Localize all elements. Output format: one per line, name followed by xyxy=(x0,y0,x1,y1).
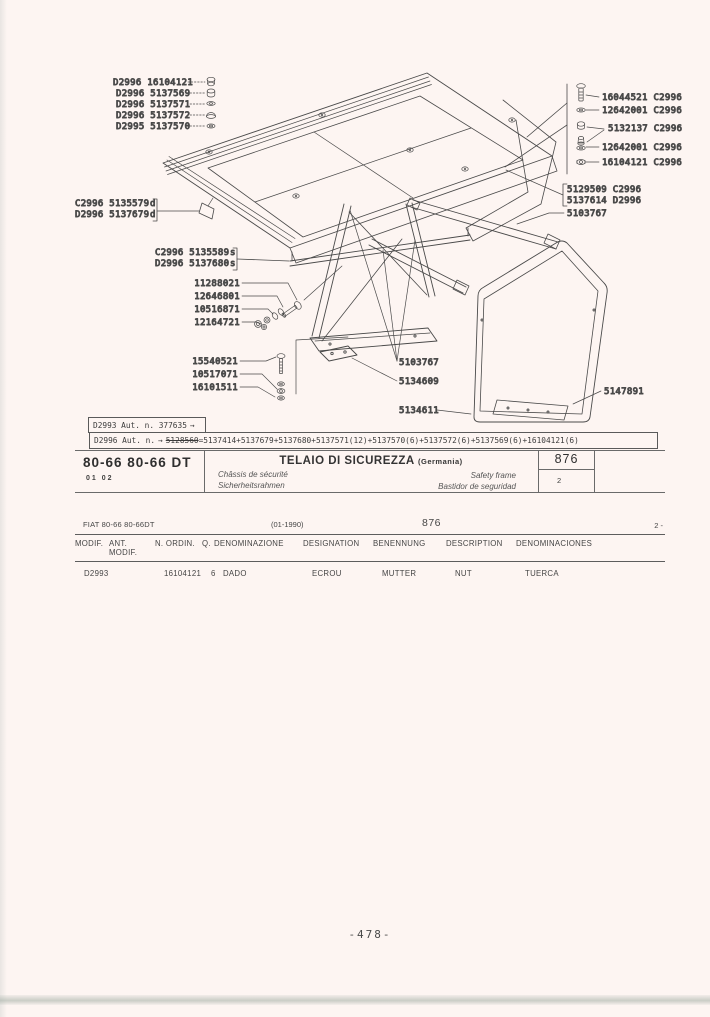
subtitle-german: Sicherheitsrahmen xyxy=(218,481,285,490)
callout-label: C2996 5135579 xyxy=(75,199,150,209)
col-header-n-ordin: N. ORDIN. xyxy=(155,539,195,548)
callout-label: 12642001 C2996 xyxy=(602,106,683,116)
col-header-q: Q. xyxy=(202,539,211,548)
callout-label: 5103767 xyxy=(399,358,440,368)
washer-icon xyxy=(278,396,285,400)
col-header-designation: DESIGNATION xyxy=(303,539,360,548)
callout-group-d xyxy=(75,199,199,221)
superseded-part-number: 5128560 xyxy=(165,436,199,445)
callout-label: D2996 16104121 xyxy=(113,78,194,88)
divider xyxy=(539,469,594,470)
bolt-icon xyxy=(207,77,215,85)
callout-label: D2996 5137572 xyxy=(116,111,191,121)
aut-box2-text: D2996 Aut. n. xyxy=(94,436,156,445)
parts-diagram xyxy=(0,0,710,452)
authorization-box-1 xyxy=(88,417,206,433)
title-block xyxy=(75,450,665,493)
position-suffix: d xyxy=(150,199,156,209)
cell-benennung: MUTTER xyxy=(382,569,417,578)
model-variant-codes: 01 02 xyxy=(86,475,114,482)
subtitle-english: Safety frame xyxy=(470,471,516,480)
callout-label: 5132137 C2996 xyxy=(608,124,683,134)
model-designation: 80-66 80-66 DT xyxy=(83,455,192,470)
cell-modif: D2993 xyxy=(84,569,109,578)
callout-label: D2995 5137570 xyxy=(116,122,191,132)
subtitle-french: Châssis de sécurité xyxy=(218,470,288,479)
cell-denominazione: DADO xyxy=(223,569,247,578)
callout-label: 16101511 xyxy=(192,383,238,393)
callout-label: 5129509 C2996 xyxy=(567,185,642,195)
title-region: (Germania) xyxy=(418,457,463,466)
washer-icon xyxy=(577,108,585,112)
scan-bottom-artifact xyxy=(0,995,710,1005)
washer-icon xyxy=(278,382,285,386)
callout-label: D2996 5137569 xyxy=(116,89,191,99)
callout-group-hardware-mid xyxy=(194,266,342,330)
parts-table xyxy=(75,512,665,578)
spacer-icon xyxy=(578,136,584,145)
table-meta-row xyxy=(75,512,665,534)
callout-group-s xyxy=(155,248,289,270)
callout-label: C2996 5135589 xyxy=(155,248,230,258)
bolt-icon xyxy=(577,84,586,101)
aut-box1-text: D2993 Aut. n. 377635 xyxy=(93,420,187,430)
callout-label: D2996 5137571 xyxy=(116,100,191,110)
front-frame xyxy=(199,198,560,361)
callout-group-right xyxy=(506,170,641,224)
bolt-icon xyxy=(280,300,302,319)
callout-label: 12646801 xyxy=(194,292,240,302)
replacement-formula: =5137414+5137679+5137680+5137571(12)+5137570(6)+5137572(6)+5137569(6)+16104121(6) xyxy=(198,436,579,445)
col-header-description: DESCRIPTION xyxy=(446,539,503,548)
callout-group-hardware-low xyxy=(192,337,348,400)
callout-label: 5147891 xyxy=(604,387,645,397)
callout-label: 5137614 D2996 xyxy=(567,196,642,206)
cell-q: 6 xyxy=(211,569,216,578)
hex-nut-icon xyxy=(577,160,586,165)
callout-label: D2996 5137679 xyxy=(75,210,150,220)
callout-label: 10517071 xyxy=(192,370,238,380)
catalog-model: FIAT 80-66 80-66DT xyxy=(83,520,155,529)
table-header-row xyxy=(75,534,665,562)
callout-label: D2996 5137680 xyxy=(155,259,230,269)
page-number: -478- xyxy=(348,928,392,941)
page-code: 876 xyxy=(554,452,579,466)
table-page-code: 876 xyxy=(422,517,442,529)
cap-nut-icon xyxy=(207,89,215,97)
dome-plug-icon xyxy=(207,113,216,119)
page-code-cell xyxy=(538,451,595,492)
authorization-box-2 xyxy=(89,432,658,449)
ring-icon xyxy=(207,124,215,128)
sheet-number: 2 xyxy=(557,476,562,485)
arrow-right-icon: → xyxy=(189,420,195,430)
table-row xyxy=(75,562,665,578)
col-header-ant-modif: ANT. MODIF. xyxy=(109,539,138,557)
cell-designation: ECROU xyxy=(312,569,342,578)
nut-icon xyxy=(577,122,585,129)
cell-ant-modif xyxy=(118,569,164,578)
washer-icon xyxy=(207,102,215,106)
col-header-denominazione: DENOMINAZIONE xyxy=(214,539,284,548)
bolt-icon xyxy=(277,354,285,374)
col-header-modif: MODIF. xyxy=(75,539,104,548)
title-cell xyxy=(204,451,538,492)
ring-icon xyxy=(255,317,270,330)
page-title xyxy=(204,455,538,467)
callout-label: 5103767 xyxy=(567,209,608,219)
ring-icon xyxy=(577,146,585,150)
subtitle-spanish: Bastidor de seguridad xyxy=(438,482,516,491)
arrow-right-icon: → xyxy=(158,436,163,445)
callout-label: 16044521 C2996 xyxy=(602,93,683,103)
cell-description: NUT xyxy=(455,569,472,578)
position-suffix: s xyxy=(230,259,236,269)
position-suffix: s xyxy=(230,248,236,258)
canopy-roof xyxy=(163,73,557,263)
col-header-benennung: BENENNUNG xyxy=(373,539,426,548)
catalog-date: (01-1990) xyxy=(271,520,304,529)
callout-label: 10516871 xyxy=(194,305,240,315)
model-cell xyxy=(75,451,205,492)
callout-label: 5134609 xyxy=(399,377,440,387)
callout-label: 5134611 xyxy=(399,406,440,416)
callout-label: 12642001 C2996 xyxy=(602,143,683,153)
callout-group-top-left xyxy=(113,77,216,132)
position-suffix: d xyxy=(150,210,156,220)
cell-denominaciones: TUERCA xyxy=(525,569,559,578)
cell-n-ordin: 16104121 xyxy=(164,569,202,578)
callout-group-top-right xyxy=(505,84,682,174)
callout-label: 12164721 xyxy=(194,318,240,328)
callout-label: 11288021 xyxy=(194,279,240,289)
table-sheet-number: 2 - xyxy=(654,521,663,530)
callout-label: 15540521 xyxy=(192,357,238,367)
col-header-denominaciones: DENOMINACIONES xyxy=(516,539,593,548)
rear-frame xyxy=(474,241,607,422)
nut-icon xyxy=(277,389,285,394)
callout-label: 16104121 C2996 xyxy=(602,158,683,168)
title-text: TELAIO DI SICUREZZA xyxy=(279,455,415,467)
callout-group-center xyxy=(350,210,471,416)
